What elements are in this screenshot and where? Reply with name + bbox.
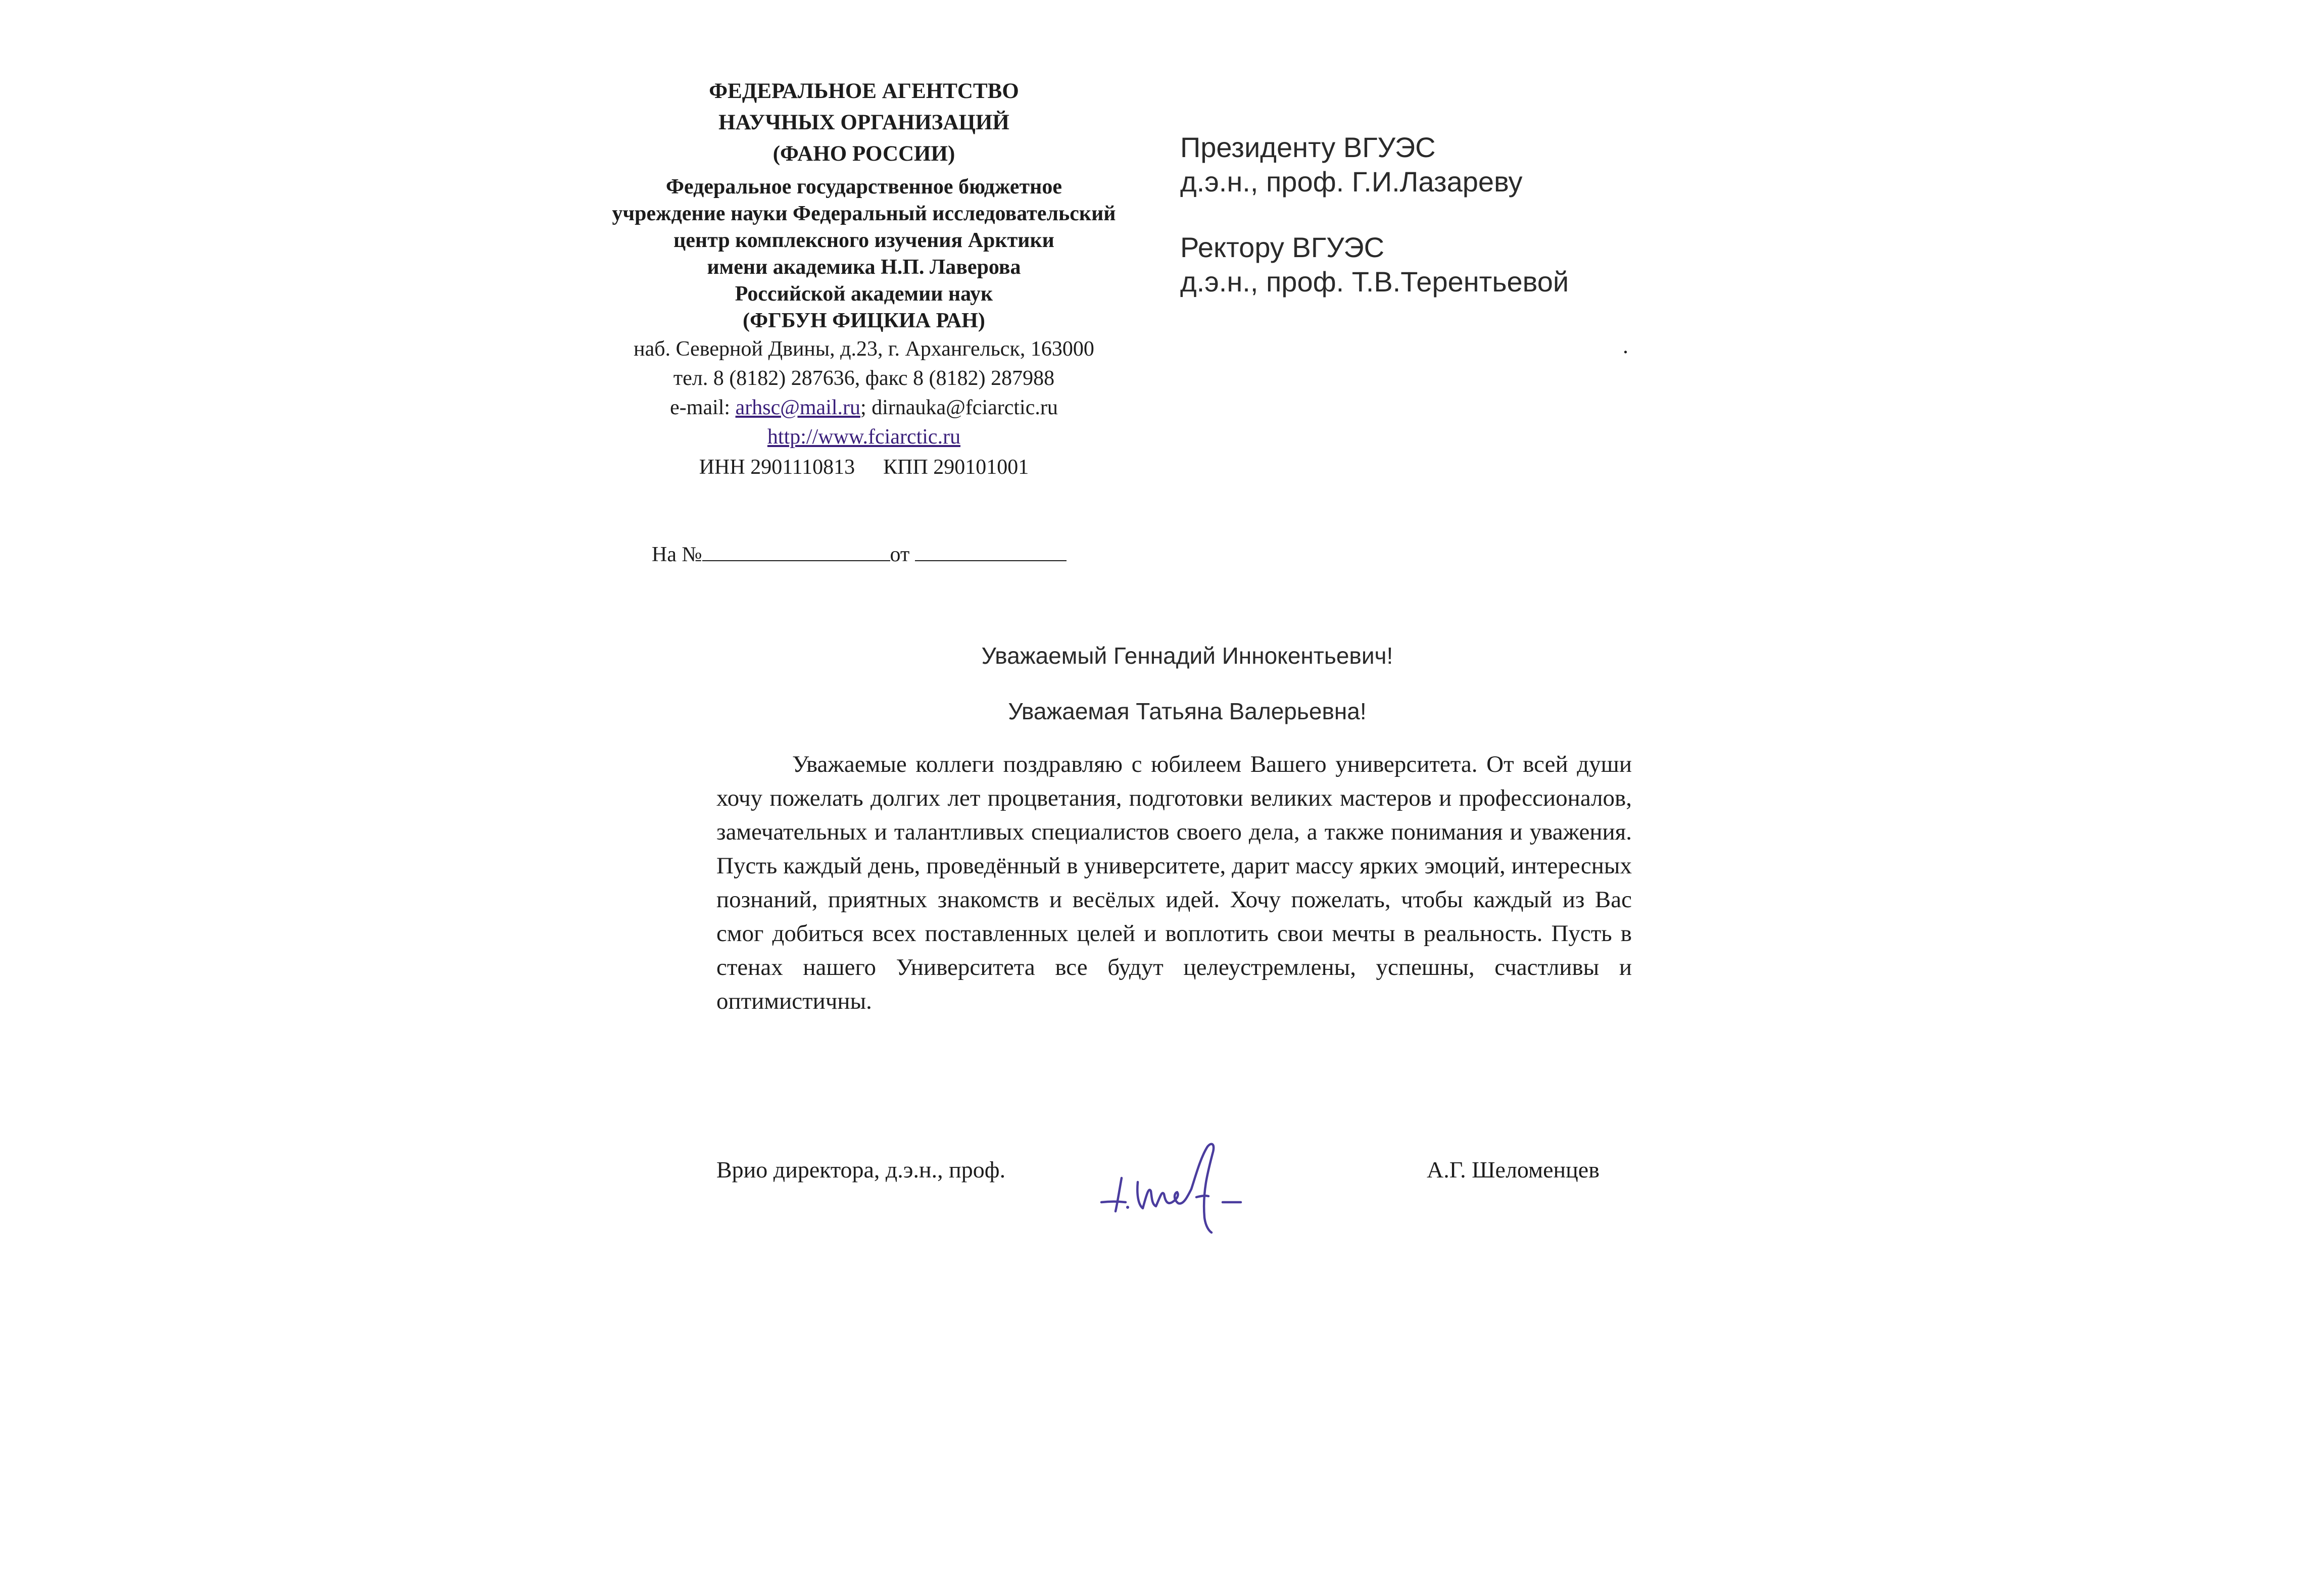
agency-abbreviation: (ФАНО РОССИИ): [772, 142, 955, 166]
tax-ids: [571, 452, 1157, 483]
greeting-first: Уважаемый Геннадий Иннокентьевич!: [981, 643, 1393, 669]
handwritten-signature: [1096, 1126, 1248, 1243]
stray-dot: .: [1623, 333, 1628, 358]
greeting-second: Уважаемая Татьяна Валерьевна!: [1008, 698, 1367, 724]
signatory-name: А.Г. Шеломенцев: [1427, 1157, 1600, 1183]
organization-abbreviation: (ФГБУН ФИЦКИА РАН): [743, 309, 985, 332]
organization-name-line: центр комплексного изучения Арктики: [673, 229, 1054, 252]
phone-fax: тел. 8 (8182) 287636, факс 8 (8182) 287988: [673, 367, 1055, 390]
email-label: e-mail:: [670, 396, 736, 419]
signatory-title: Врио директора, д.э.н., проф.: [716, 1157, 1006, 1183]
reference-number-label: На №: [652, 543, 702, 566]
letter-body: Уважаемые коллеги поздравляю с юбилеем Вашего университета. От всей души хочу пожелать долгих лет процветания, подготовки великих мастеров и профессионалов, замечательных и талантливых специалистов своего дела, а также понимания и уважения. Пусть каждый день, проведённый в университете, дарит массу ярких эмоций, интересных познаний, приятных знакомств и весёлых идей. Хочу пожелать, чтобы каждый из Вас смог добиться всех поставленных целей и воплотить свои мечты в реальность. Пусть в стенах нашего Университета все будут целеустремлены, успешны, счастливы и оптимистичны.: [716, 751, 1632, 1014]
letterhead: [571, 76, 1157, 483]
postal-address: наб. Северной Двины, д.23, г. Архангельск, 163000: [634, 337, 1094, 361]
reference-date-label: от: [890, 543, 910, 566]
reference-line: [652, 539, 1067, 570]
email-line: [571, 393, 1157, 422]
website-line: [571, 422, 1157, 452]
kpp: КПП 290101001: [883, 456, 1029, 479]
inn: ИНН 2901110813: [699, 456, 855, 479]
website-link[interactable]: http://www.fciarctic.ru: [767, 425, 961, 449]
reference-number-blank: [702, 540, 890, 561]
email-secondary: ; dirnauka@fciarctic.ru: [860, 396, 1058, 419]
reference-date-blank: [915, 540, 1067, 561]
agency-name-line2: НАУЧНЫХ ОРГАНИЗАЦИЙ: [718, 111, 1009, 134]
organization-name-line: Российской академии наук: [735, 282, 993, 306]
organization-name: [571, 174, 1157, 334]
agency-name-line1: ФЕДЕРАЛЬНОЕ АГЕНТСТВО: [709, 79, 1019, 103]
addressee-line: Президенту ВГУЭС: [1180, 131, 1436, 163]
addressee-line: д.э.н., проф. Т.В.Терентьевой: [1180, 266, 1569, 298]
addressee-block: [1180, 130, 1569, 299]
email-link[interactable]: arhsc@mail.ru: [735, 396, 861, 419]
addressee-line: Ректору ВГУЭС: [1180, 231, 1385, 263]
organization-name-line: имени академика Н.П. Лаверова: [707, 256, 1021, 279]
addressee-line: д.э.н., проф. Г.И.Лазареву: [1180, 166, 1523, 198]
organization-name-line: Федеральное государственное бюджетное: [665, 175, 1062, 199]
organization-name-line: учреждение науки Федеральный исследовательский: [612, 202, 1116, 225]
